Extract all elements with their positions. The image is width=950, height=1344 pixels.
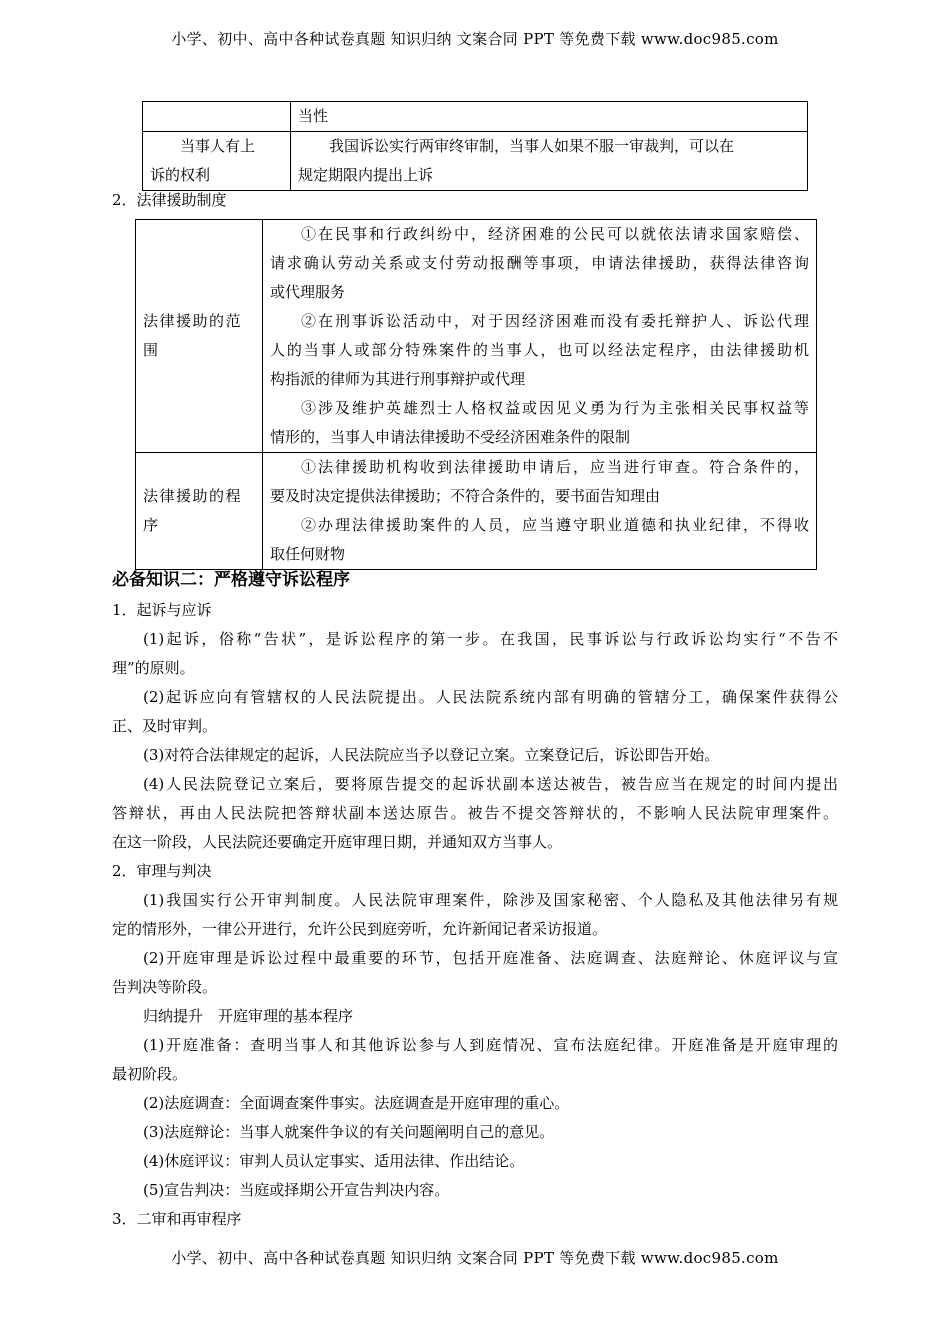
cell-line: 法律援助的范 bbox=[143, 312, 243, 330]
table-row bbox=[143, 102, 808, 132]
subsection-title: 1．起诉与应诉 bbox=[112, 601, 212, 619]
paragraph-line: 归纳提升 开庭审理的基本程序 bbox=[143, 1007, 354, 1025]
row-content bbox=[291, 132, 808, 191]
cell-line: 当性 bbox=[298, 107, 329, 125]
row-content bbox=[263, 453, 817, 570]
paragraph-line: 理”的原则。 bbox=[112, 659, 195, 677]
subsection-title: 2．审理与判决 bbox=[112, 862, 212, 880]
cell-line: ①在民事和行政纠纷中，经济困难的公民可以就依法请求国家赔偿、 bbox=[301, 225, 809, 243]
paragraph-line: (1)起诉，俗称“告状”，是诉讼程序的第一步。在我国，民事诉讼与行政诉讼均实行“不告不 bbox=[143, 630, 838, 648]
cell-line: 规定期限内提出上诉 bbox=[298, 166, 434, 184]
paragraph-line: 正、及时审判。 bbox=[112, 717, 218, 735]
row-label bbox=[143, 102, 291, 132]
legal-aid-table bbox=[135, 219, 817, 570]
table-row bbox=[143, 132, 808, 191]
cell-line: 请求确认劳动关系或支付劳动报酬等事项，申请法律援助，获得法律咨询 bbox=[270, 254, 809, 272]
cell-line: 我国诉讼实行两审终审制，当事人如果不服一审裁判，可以在 bbox=[329, 137, 735, 155]
row-label bbox=[136, 453, 263, 570]
cell-line: ②在刑事诉讼活动中，对于因经济困难而没有委托辩护人、诉讼代理 bbox=[301, 312, 809, 330]
paragraph-line: (1)我国实行公开审判制度。人民法院审理案件，除涉及国家秘密、个人隐私及其他法律另有规 bbox=[143, 891, 838, 909]
cell-line: 情形的，当事人申请法律援助不受经济困难条件的限制 bbox=[270, 428, 631, 446]
paragraph-line: 最初阶段。 bbox=[112, 1065, 188, 1083]
row-content bbox=[291, 102, 808, 132]
paragraph-line: 在这一阶段，人民法院还要确定开庭审理日期，并通知双方当事人。 bbox=[112, 833, 563, 851]
cell-line: 法律援助的程 bbox=[143, 487, 243, 505]
cell-line: 要及时决定提供法律援助；不符合条件的，要书面告知理由 bbox=[270, 487, 661, 505]
row-label bbox=[143, 132, 291, 191]
paragraph-line: (2)开庭审理是诉讼过程中最重要的环节，包括开庭准备、法庭调查、法庭辩论、休庭评议与宣 bbox=[143, 949, 838, 967]
cell-line: ②办理法律援助案件的人员，应当遵守职业道德和执业纪律，不得收 bbox=[301, 516, 809, 534]
rights-table bbox=[142, 101, 808, 191]
cell-line: ③涉及维护英雄烈士人格权益或因见义勇为行为主张相关民事权益等 bbox=[301, 399, 809, 417]
cell-line: 围 bbox=[143, 341, 160, 359]
paragraph-line: 定的情形外，一律公开进行，允许公民到庭旁听，允许新闻记者采访报道。 bbox=[112, 920, 608, 938]
body-text bbox=[112, 596, 838, 1234]
paragraph-line: 告判决等阶段。 bbox=[112, 978, 218, 996]
page-header: 小学、初中、高中各种试卷真题 知识归纳 文案合同 PPT 等免费下载 www.doc985.com bbox=[171, 30, 779, 48]
cell-line: 取任何财物 bbox=[270, 545, 346, 563]
paragraph-line: (3)对符合法律规定的起诉，人民法院应当予以登记立案。立案登记后，诉讼即告开始。 bbox=[143, 746, 720, 764]
cell-line: 当事人有上 bbox=[180, 137, 256, 155]
page-footer: 小学、初中、高中各种试卷真题 知识归纳 文案合同 PPT 等免费下载 www.doc985.com bbox=[171, 1249, 779, 1267]
table-row bbox=[136, 220, 817, 453]
section-heading: 必备知识二：严格遵守诉讼程序 bbox=[112, 570, 350, 590]
cell-line: 构指派的律师为其进行刑事辩护或代理 bbox=[270, 370, 526, 388]
row-label bbox=[136, 220, 263, 453]
cell-line: 序 bbox=[143, 516, 160, 534]
paragraph-line: (2)法庭调查：全面调查案件事实。法庭调查是开庭审理的重心。 bbox=[143, 1094, 570, 1112]
subsection-title: 3．二审和再审程序 bbox=[112, 1210, 242, 1228]
paragraph-line: 答辩状，再由人民法院把答辩状副本送达原告。被告不提交答辩状的，不影响人民法院审理案件。 bbox=[112, 804, 838, 822]
paragraph-line: (4)休庭评议：审判人员认定事实、适用法律、作出结论。 bbox=[143, 1152, 525, 1170]
cell-line: ①法律援助机构收到法律援助申请后，应当进行审查。符合条件的， bbox=[301, 458, 809, 476]
cell-line: 或代理服务 bbox=[270, 283, 346, 301]
cell-line: 人的当事人或部分特殊案件的当事人，也可以经法定程序，由法律援助机 bbox=[270, 341, 809, 359]
paragraph-line: (4)人民法院登记立案后，要将原告提交的起诉状副本送达被告，被告应当在规定的时间内提出 bbox=[143, 775, 838, 793]
table-row bbox=[136, 453, 817, 570]
row-content bbox=[263, 220, 817, 453]
section-title: 2．法律援助制度 bbox=[112, 191, 227, 209]
cell-line: 诉的权利 bbox=[150, 166, 211, 184]
paragraph-line: (3)法庭辩论：当事人就案件争议的有关问题阐明自己的意见。 bbox=[143, 1123, 555, 1141]
paragraph-line: (5)宣告判决：当庭或择期公开宣告判决内容。 bbox=[143, 1181, 450, 1199]
paragraph-line: (1)开庭准备：查明当事人和其他诉讼参与人到庭情况、宣布法庭纪律。开庭准备是开庭审理的 bbox=[143, 1036, 838, 1054]
paragraph-line: (2)起诉应向有管辖权的人民法院提出。人民法院系统内部有明确的管辖分工，确保案件获得公 bbox=[143, 688, 838, 706]
